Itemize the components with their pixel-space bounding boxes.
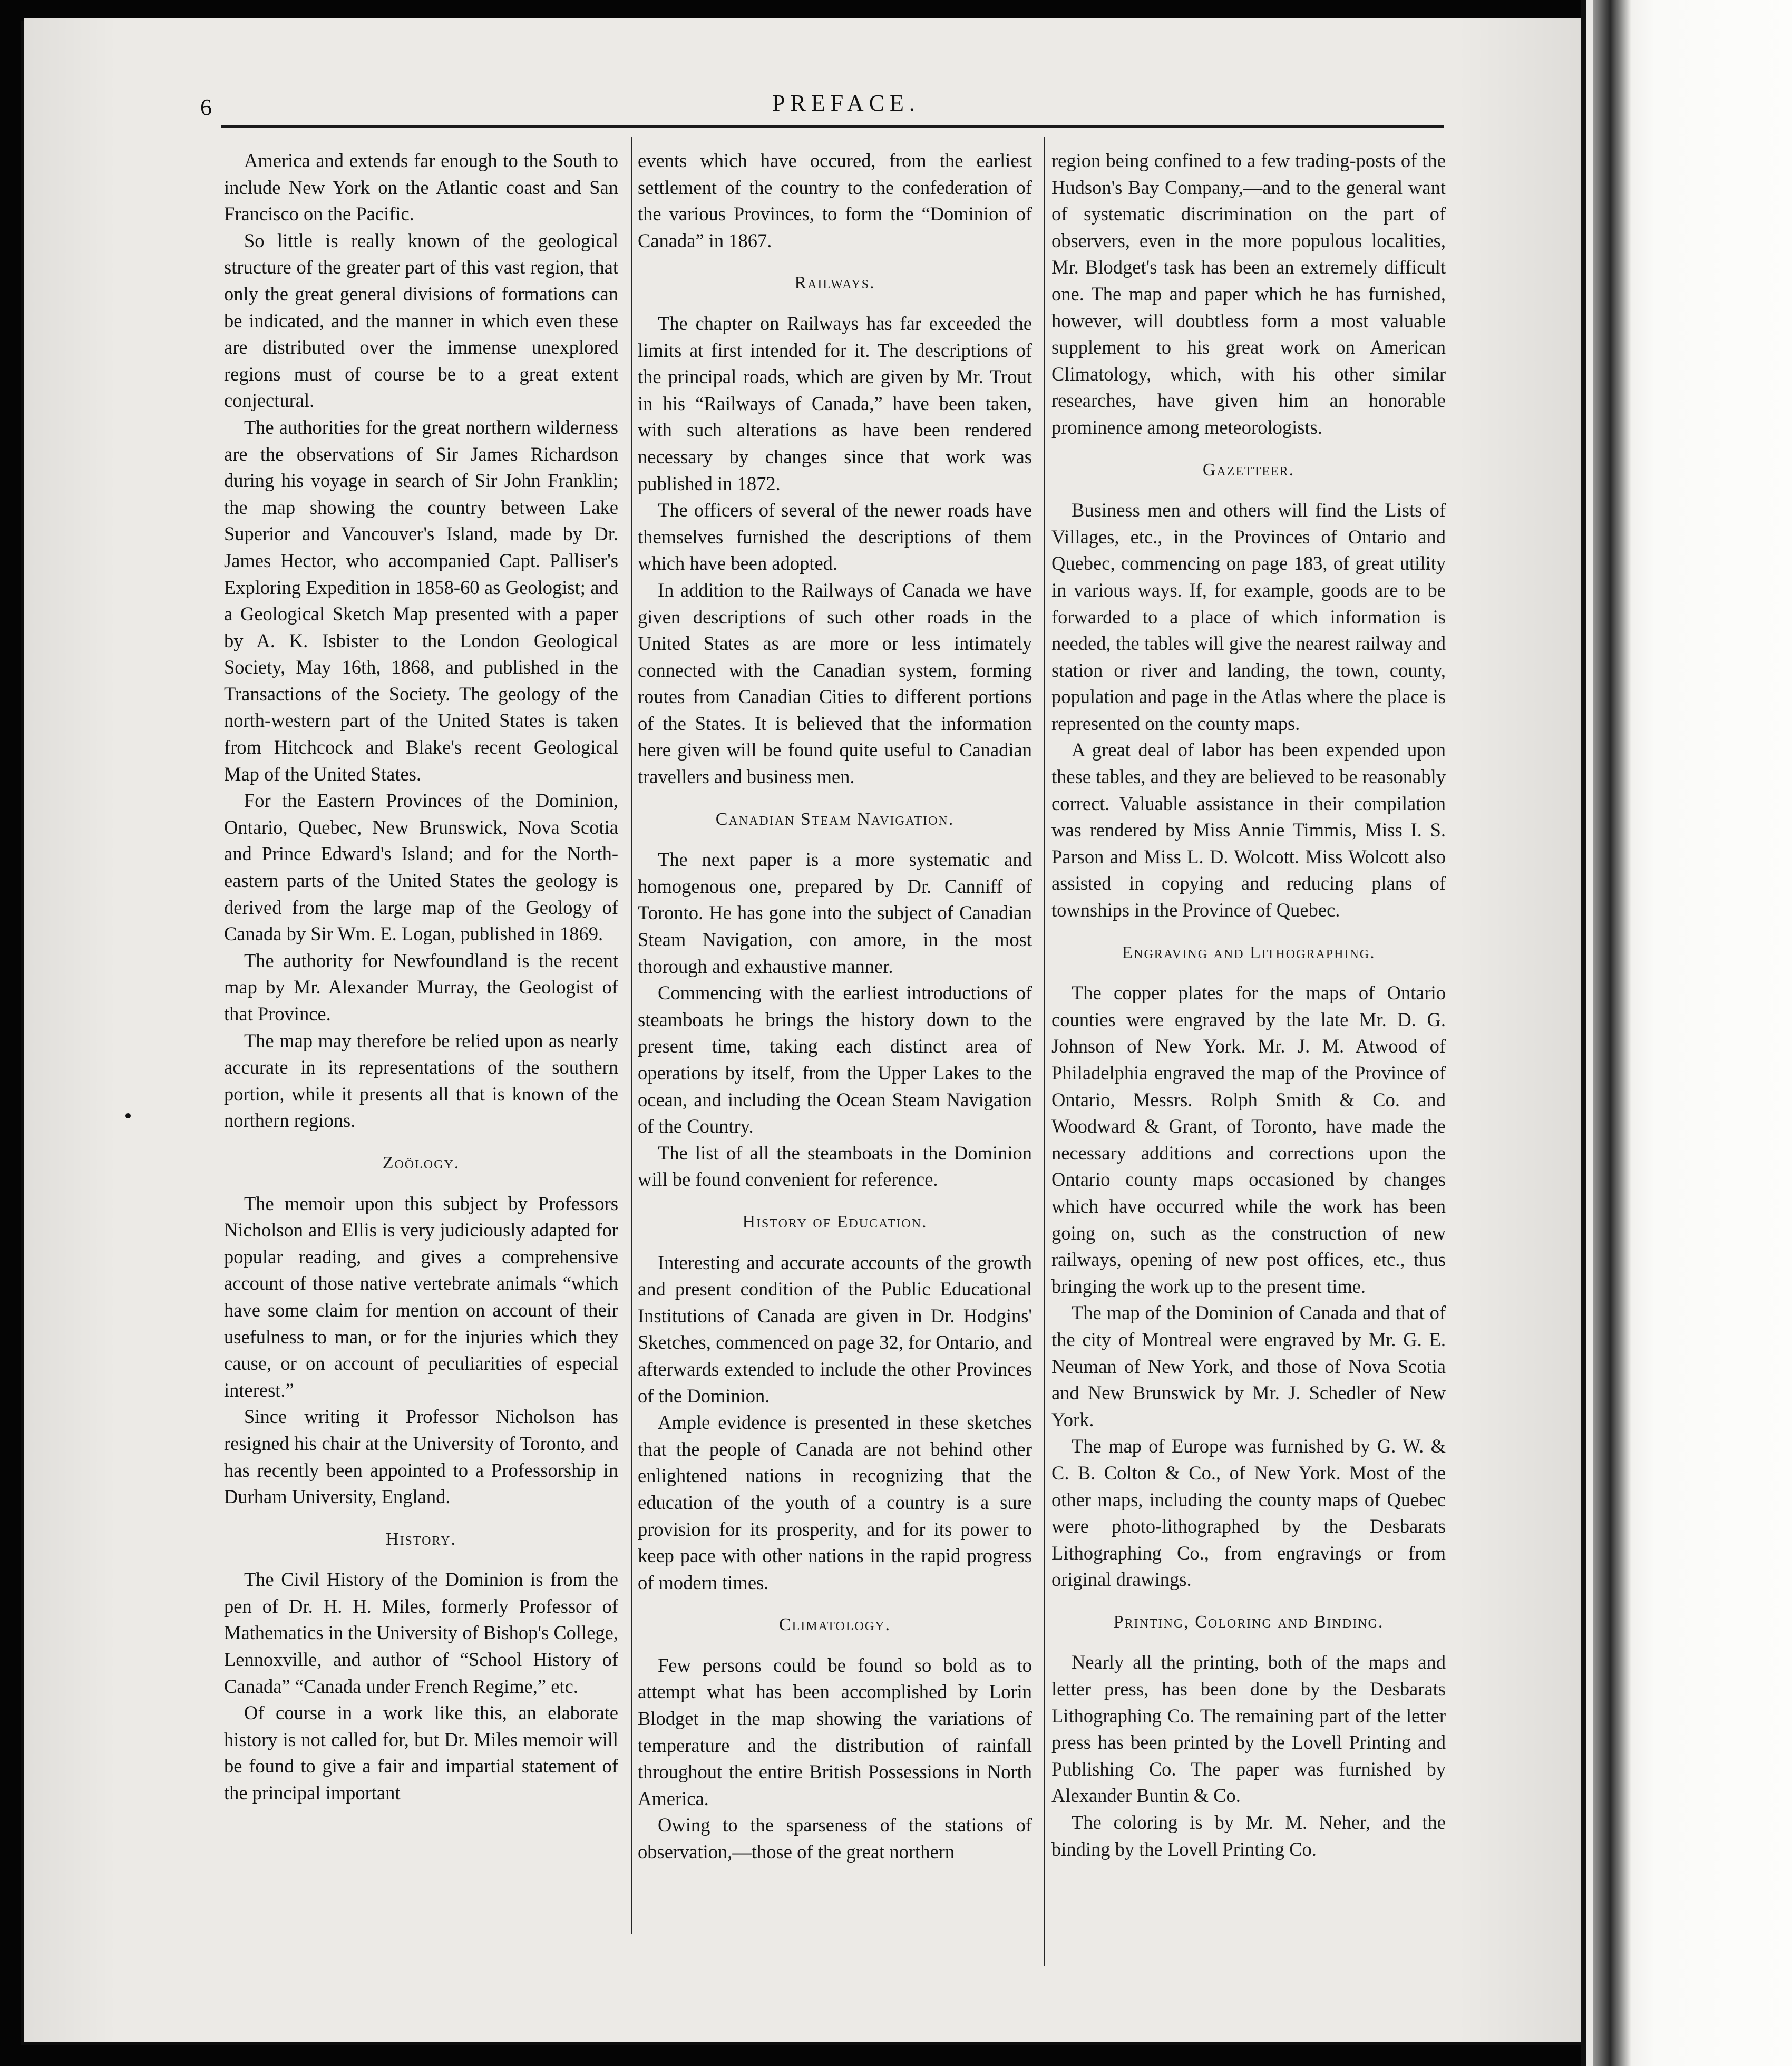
page-number: 6 [200,94,212,120]
text-column-2 [638,148,1032,1950]
paragraph: The map of Europe was furnished by G. W. & C. B. Colton & Co., of New York. Most of the other maps, including the county maps of Quebec were photo-lithographed by the Desbarats Lithographing Co., from engravings or from original drawings. [1051,1435,1446,1591]
paragraph: The chapter on Railways has far exceeded the limits at first intended for it. The descriptions of the principal roads, which are given by Mr. Trout in his “Railways of Canada,” have been taken, with such alterations as have been rendered necessary by changes since that work was published in 1872. [638,312,1032,494]
book-binding-edge [1581,0,1792,2066]
paragraph: The Civil History of the Dominion is from the pen of Dr. H. H. Miles, formerly Professor of Mathematics in the University of Bishop's College, Lennoxville, and author of “School History of Canada” “Canada under French Regime,” etc. [224,1568,618,1697]
text-column-3 [1051,148,1446,1950]
section-heading: Canadian Steam Navigation. [715,809,955,829]
text-column-1 [224,148,618,1950]
paragraph: The memoir upon this subject by Professors Nicholson and Ellis is very judiciously adapted for popular reading, and gives a comprehensive account of those native vertebrate animals “which have some claim for mention on account of their usefulness to man, or for the injuries which they cause, or on account of peculiarities of especial interest.” [224,1192,618,1401]
header-rule [221,125,1444,128]
paragraph: Nearly all the printing, both of the maps and letter press, has been done by the Desbarats Lithographing Co. The remaining part of the letter press has been printed by the Lovell Printing and Publishing Co. The paper was furnished by Alexander Buntin & Co. [1051,1651,1446,1807]
section-heading: Engraving and Lithographing. [1122,942,1376,962]
paragraph: Of course in a work like this, an elaborate history is not called for, but Dr. Miles memoir will be found to give a fair and impartial statement of the principal important [224,1702,618,1804]
paragraph: The list of all the steamboats in the Dominion will be found convenient for reference. [638,1142,1032,1191]
section-heading: History of Education. [742,1212,928,1232]
section-heading: Climatology. [778,1615,891,1635]
paragraph: So little is really known of the geological structure of the greater part of this vast region, that only the great general divisions of formations can be indicated, and the manner in which even these are distributed over the immense unexplored regions must of course be to a great extent conjectural. [224,229,618,412]
paragraph: Owing to the sparseness of the stations of observation,—those of the great northern [638,1814,1032,1863]
paragraph: In addition to the Railways of Canada we have given descriptions of such other roads in the United States as are more or less intimately connected with the Canadian system, forming routes from Canadian Cities to different portions of the States. It is believed that the information here given will be found quite useful to Canadian travellers and business men. [638,579,1032,788]
paragraph: The authority for Newfoundland is the recent map by Mr. Alexander Murray, the Geologist of that Province. [224,949,618,1025]
paragraph: Interesting and accurate accounts of the growth and present condition of the Public Educational Institutions of Canada are given in Dr. Hodgins' Sketches, commenced on page 32, for Ontario, and afterwards extended to include the other Provinces of the Dominion. [638,1251,1032,1407]
paragraph: The map may therefore be relied upon as nearly accurate in its representations of the southern portion, while it presents all that is known of the northern regions. [224,1029,618,1132]
paragraph: America and extends far enough to the South to include New York on the Atlantic coast and San Francisco on the Pacific. [224,150,618,225]
section-heading: Railways. [794,273,875,293]
paragraph: Ample evidence is presented in these sketches that the people of Canada are not behind other enlightened nations in recognizing that the education of the youth of a country is a sure provision for its prosperity, and for its power to keep pace with other nations in the rapid progress of modern times. [638,1411,1032,1593]
column-rule-right [1044,137,1045,1966]
paragraph: The copper plates for the maps of Ontario counties were engraved by the late Mr. D. G. Johnson of New York. Mr. J. M. Atwood of Philadelphia engraved the map of the Province of Ontario, Messrs. Rolph Smith & Co. and Woodward & Grant, of Toronto, have made the necessary additions and corrections upon the Ontario county maps occasioned by changes which have occurred while the work has been going on, such as the construction of new railways, opening of new post offices, etc., thus bringing the work up to the present time. [1051,982,1446,1297]
section-heading: History. [386,1529,456,1549]
paragraph: The officers of several of the newer roads have themselves furnished the descriptions of them which have been adopted. [638,499,1032,574]
scan-border-left [0,0,21,2066]
paragraph: A great deal of labor has been expended upon these tables, and they are believed to be reasonably correct. Valuable assistance in their compilation was rendered by Miss Annie Timmis, Miss I. S. Parson and Miss L. D. Wolcott. Miss Wolcott also assisted in copying and reducing plans of townships in the Province of Quebec. [1051,739,1446,921]
scan-border-bottom [0,2045,1792,2066]
section-heading: Printing, Coloring and Binding. [1113,1612,1384,1632]
paragraph: Commencing with the earliest introductions of steamboats he brings the history down to the present time, taking each distinct area of operations by itself, from the Upper Lakes to the ocean, and including the Ocean Steam Navigation of the Country. [638,982,1032,1137]
ink-speck [125,1113,131,1118]
paragraph: The coloring is by Mr. M. Neher, and the binding by the Lovell Printing Co. [1051,1811,1446,1860]
column-rule-left [631,137,632,1934]
running-head: PREFACE. [772,90,920,116]
paragraph: Few persons could be found so bold as to attempt what has been accomplished by Lorin Blodget in the map showing the variations of temperature and the distribution of rainfall throughout the entire British Possessions in North America. [638,1654,1032,1809]
paragraph: Since writing it Professor Nicholson has resigned his chair at the University of Toronto, and has recently been appointed to a Professorship in Durham University, England. [224,1406,618,1508]
paragraph: For the Eastern Provinces of the Dominion, Ontario, Quebec, New Brunswick, Nova Scotia and Prince Edward's Island; and for the North-eastern parts of the United States the geology is derived from the large map of the Geology of Canada by Sir Wm. E. Logan, published in 1869. [224,790,618,945]
scan-border-top [0,0,1792,21]
paragraph: The map of the Dominion of Canada and that of the city of Montreal were engraved by Mr. G. E. Neuman of New York, and those of Nova Scotia and New Brunswick by Mr. J. Schedler of New York. [1051,1302,1446,1430]
section-heading: Gazetteer. [1202,460,1295,480]
paragraph: The authorities for the great northern wilderness are the observations of Sir James Richardson during his voyage in search of Sir John Franklin; the map showing the country between Lake Superior and Vancouver's Island, made by Dr. James Hector, who accompanied Capt. Palliser's Exploring Expedition in 1858-60 as Geologist; and a Geological Sketch Map presented with a paper by A. K. Isbister to the London Geological Society, May 16th, 1868, and published in the Transactions of the Society. The geology of the north-western part of the United States is taken from Hitchcock and Blake's recent Geological Map of the United States. [224,416,618,785]
paragraph-continued: events which have occured, from the earliest settlement of the country to the confederation of the various Provinces, to form the “Dominion of Canada” in 1867. [638,150,1032,251]
paragraph: The next paper is a more systematic and homogenous one, prepared by Dr. Canniff of Toronto. He has gone into the subject of Canadian Steam Navigation, con amore, in the most thorough and exhaustive manner. [638,849,1032,977]
paragraph: Business men and others will find the Lists of Villages, etc., in the Provinces of Ontario and Quebec, commencing on page 183, of great utility in various ways. If, for example, goods are to be forwarded to a place of which information is needed, the tables will give the nearest railway and station or river and landing, the town, county, population and page in the Atlas where the place is represented on the county maps. [1051,499,1446,734]
section-heading: Zoölogy. [382,1153,460,1173]
paragraph-continued: region being confined to a few trading-posts of the Hudson's Bay Company,—and to the general want of systematic discrimination on the part of observers, even in the more populous localities, Mr. Blodget's task has been an extremely difficult one. The map and paper which he has furnished, however, will doubtless form a most valuable supplement to his great work on American Climatology, which, with his other similar researches, have given him an honorable prominence among meteorologists. [1051,150,1446,438]
